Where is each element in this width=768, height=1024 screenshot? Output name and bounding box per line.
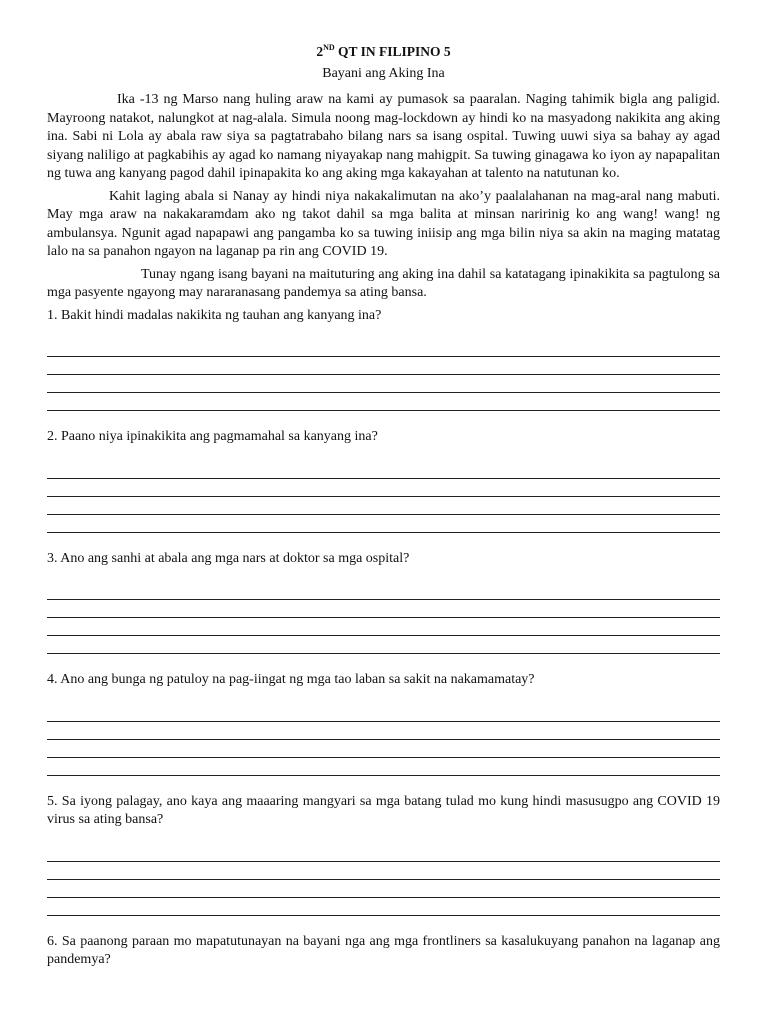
answer-line[interactable] (47, 758, 720, 776)
answer-line[interactable] (47, 339, 720, 357)
question-2 (47, 428, 720, 547)
answer-lines[interactable] (47, 704, 720, 776)
answer-line[interactable] (47, 880, 720, 898)
title-number: 2 (316, 44, 324, 59)
answer-line[interactable] (47, 479, 720, 497)
question-6 (47, 933, 720, 970)
question-4 (47, 671, 720, 790)
title-text: QT IN FILIPINO 5 (334, 44, 451, 59)
answer-line[interactable] (47, 515, 720, 533)
answer-line[interactable] (47, 497, 720, 515)
answer-line[interactable] (47, 704, 720, 722)
question-3 (47, 550, 720, 669)
answer-line[interactable] (47, 600, 720, 618)
answer-lines[interactable] (47, 339, 720, 411)
answer-line[interactable] (47, 862, 720, 880)
story-paragraph-3: Tunay ngang isang bayani na maituturing ang aking ina dahil sa katatagang ipinakikita sa pagtulong sa mga pasyente ngayong may nararanasang pandemya sa ating bansa. (47, 266, 720, 300)
answer-line[interactable] (47, 636, 720, 654)
worksheet-title (47, 44, 720, 60)
answer-lines[interactable] (47, 582, 720, 654)
answer-lines[interactable] (47, 461, 720, 533)
question-text: 4. Ano ang bunga ng patuloy na pag-iingat ng mga tao laban sa sakit na nakamamatay? (47, 672, 535, 687)
question-text: 6. Sa paanong paraan mo mapatutunayan na bayani nga ang mga frontliners sa kasalukuyang panahon na laganap ang pandemya? (47, 933, 720, 967)
title-ordinal: ND (323, 43, 335, 52)
answer-line[interactable] (47, 582, 720, 600)
question-text: 1. Bakit hindi madalas nakikita ng tauhan ang kanyang ina? (47, 307, 382, 323)
question-text: 2. Paano niya ipinakikita ang pagmamahal sa kanyang ina? (47, 429, 378, 444)
answer-line[interactable] (47, 461, 720, 479)
worksheet-page (47, 44, 720, 970)
answer-line[interactable] (47, 357, 720, 375)
answer-line[interactable] (47, 844, 720, 862)
answer-line[interactable] (47, 898, 720, 916)
question-text: 3. Ano ang sanhi at abala ang mga nars at doktor sa mga ospital? (47, 550, 410, 566)
answer-line[interactable] (47, 722, 720, 740)
answer-line[interactable] (47, 393, 720, 411)
answer-lines[interactable] (47, 844, 720, 916)
story-title: Bayani ang Aking Ina (322, 66, 445, 81)
answer-line[interactable] (47, 618, 720, 636)
story-paragraph-1: Ika -13 ng Marso nang huling araw na kami ay pumasok sa paaralan. Naging tahimik bigla ang paligid. Mayroong natakot, nalungkot at nag-alala. Simula noong mag-lockdown ay hindi ko na masyadong nakikita ang aking ina. Sabi ni Lola ay abala raw siya sa pagtatrabaho bilang nars sa isang ospital. Tuwing uuwi siya sa bahay ay agad siyang naliligo at pagkabihis ay agad ko namang niyayakap nang mahigpit. Sa tuwing ginagawa ko iyon ay napapalitan ng tuwa ang kanyang pagod dahil ipinapakita ko ang aking mga kakayahan at talento na natutunan ko. (47, 92, 720, 181)
answer-line[interactable] (47, 740, 720, 758)
answer-line[interactable] (47, 375, 720, 393)
question-5 (47, 793, 720, 930)
story-paragraph-2: Kahit laging abala si Nanay ay hindi niya nakakalimutan na ako’y paalalahanan na mag-aral nang mabuti. May mga araw na nakakaramdam ako ng takot dahil sa mga balita at minsan naririnig ko ang wang! wang! ng ambulansya. Ngunit agad napapawi ang pangamba ko sa tuwing iniisip ang mga bilin niya sa akin na maging matatag lalo na sa panahon ngayon na laganap pa rin ang COVID 19. (47, 188, 720, 259)
question-1 (47, 307, 720, 426)
question-text: 5. Sa iyong palagay, ano kaya ang maaaring mangyari sa mga batang tulad mo kung hindi masusugpo ang COVID 19 virus sa ating bansa? (47, 793, 720, 827)
